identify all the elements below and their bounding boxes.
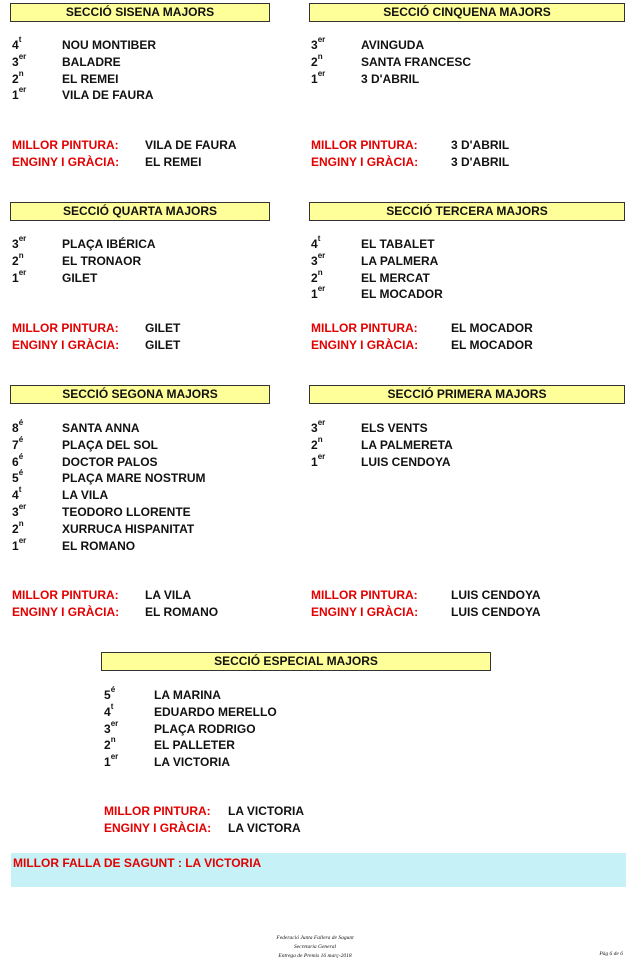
- rank-suffix: n: [110, 735, 116, 745]
- award-label: ENGINY I GRÀCIA:: [12, 605, 120, 619]
- rank-position: [12, 418, 62, 436]
- award-label: ENGINY I GRÀCIA:: [311, 338, 419, 352]
- award-label: MILLOR PINTURA:: [311, 321, 418, 335]
- ranking-row: [12, 35, 156, 53]
- ranking-row: [12, 451, 158, 470]
- section-header: SECCIÓ CINQUENA MAJORS: [309, 3, 625, 22]
- rank-position: [12, 85, 62, 103]
- falla-name: EL REMEI: [62, 71, 119, 86]
- rank-suffix: er: [317, 35, 326, 44]
- best-painting-award: [12, 138, 237, 153]
- award-winner: LA VILA: [145, 588, 192, 602]
- best-painting-award: [104, 804, 304, 819]
- wit-grace-award: [311, 155, 509, 170]
- award-winner: GILET: [145, 321, 181, 335]
- ranking-row: [12, 418, 140, 436]
- ranking-row: [12, 68, 119, 87]
- falla-name: EL PALLETER: [154, 738, 235, 753]
- rank-suffix: é: [110, 685, 116, 694]
- award-winner: LUIS CENDOYA: [451, 588, 541, 602]
- rank-position: [12, 485, 62, 503]
- rank-suffix: t: [110, 701, 114, 711]
- rank-suffix: é: [18, 468, 24, 478]
- ranking-row: [12, 434, 159, 453]
- rank-suffix: t: [18, 35, 22, 44]
- award-winner: 3 D'ABRIL: [451, 155, 510, 169]
- falla-name: EL MOCADOR: [361, 287, 443, 302]
- rank-number: 4: [12, 488, 19, 503]
- award-label: MILLOR PINTURA:: [311, 588, 418, 602]
- rank-position: [104, 685, 154, 703]
- ranking-row: [104, 752, 231, 770]
- ranking-row: [12, 535, 136, 554]
- rank-number: 1: [12, 538, 19, 553]
- falla-name: TEODORO LLORENTE: [62, 505, 191, 519]
- rank-position: [12, 434, 62, 453]
- falla-name: PLAÇA DEL SOL: [62, 437, 159, 452]
- rank-position: [12, 518, 62, 537]
- rank-position: [311, 234, 361, 252]
- rank-position: [12, 502, 62, 520]
- ranking-row: [104, 685, 221, 703]
- falla-name: LA PALMERA: [361, 253, 439, 268]
- rank-position: [311, 451, 361, 470]
- ranking-row: [311, 284, 443, 302]
- rank-suffix: n: [18, 68, 24, 78]
- rank-number: 2: [311, 54, 318, 69]
- falla-name: LA PALMERETA: [361, 437, 453, 452]
- rank-position: [311, 68, 361, 87]
- ranking-row: [12, 502, 191, 520]
- ranking-row: [311, 68, 420, 87]
- award-winner: GILET: [145, 338, 181, 352]
- award-winner: LA VICTORIA: [228, 804, 305, 818]
- rank-number: 2: [12, 71, 19, 86]
- ranking-row: [311, 451, 451, 470]
- award-label: MILLOR PINTURA:: [311, 138, 418, 152]
- best-painting-award: [311, 138, 509, 153]
- rank-suffix: é: [18, 434, 24, 444]
- rank-number: 3: [311, 38, 318, 52]
- rank-suffix: n: [18, 518, 24, 528]
- falla-name: EL MERCAT: [361, 270, 430, 285]
- falla-name: SANTA ANNA: [62, 421, 140, 435]
- wit-grace-award: [311, 605, 541, 620]
- award-label: ENGINY I GRÀCIA:: [12, 155, 120, 169]
- falla-name: GILET: [62, 270, 98, 285]
- ranking-row: [104, 701, 277, 720]
- award-winner: EL MOCADOR: [451, 338, 533, 352]
- ranking-row: [311, 434, 453, 453]
- wit-grace-award: [104, 821, 301, 836]
- rank-number: 8: [12, 421, 19, 435]
- award-winner: LA VICTORA: [228, 821, 301, 835]
- award-winner: 3 D'ABRIL: [451, 138, 510, 152]
- rank-suffix: t: [317, 234, 321, 243]
- footer-dept: Secretaria General: [293, 944, 337, 950]
- falla-name: PLAÇA IBÉRICA: [62, 237, 156, 251]
- ranking-row: [311, 418, 428, 436]
- ranking-row: [311, 35, 425, 53]
- section-header: SECCIÓ PRIMERA MAJORS: [309, 385, 625, 404]
- rank-position: [311, 434, 361, 453]
- rank-position: [311, 418, 361, 436]
- award-label: ENGINY I GRÀCIA:: [104, 821, 212, 835]
- award-label: MILLOR PINTURA:: [104, 804, 211, 818]
- rank-number: 3: [311, 421, 318, 435]
- best-painting-award: [12, 588, 191, 603]
- rank-position: [12, 35, 62, 53]
- rank-suffix: er: [18, 535, 27, 545]
- rank-number: 3: [12, 237, 19, 251]
- rank-suffix: er: [18, 267, 27, 277]
- falla-name: EL ROMANO: [62, 538, 136, 553]
- section-header: SECCIÓ QUARTA MAJORS: [10, 202, 270, 221]
- award-winner: EL ROMANO: [145, 605, 219, 619]
- falla-name: XURRUCA HISPANITAT: [62, 521, 195, 536]
- rank-number: 3: [104, 721, 111, 736]
- rank-number: 3: [311, 253, 318, 268]
- award-winner: VILA DE FAURA: [145, 138, 237, 152]
- award-label: ENGINY I GRÀCIA:: [311, 605, 419, 619]
- section-header: SECCIÓ SISENA MAJORS: [10, 3, 270, 22]
- rank-suffix: er: [18, 234, 27, 243]
- rank-suffix: er: [110, 718, 119, 728]
- award-label: MILLOR PINTURA:: [12, 321, 119, 335]
- ranking-row: [311, 51, 471, 70]
- rank-suffix: é: [18, 451, 24, 461]
- footer-org: Federació Junta Fallera de Sagunt: [276, 935, 354, 941]
- wit-grace-award: [311, 338, 533, 353]
- award-label: ENGINY I GRÀCIA:: [12, 338, 120, 352]
- rank-number: 2: [311, 437, 318, 452]
- rank-number: 4: [12, 38, 19, 52]
- ranking-row: [12, 250, 142, 269]
- wit-grace-award: [12, 155, 201, 170]
- rank-number: 1: [311, 71, 318, 86]
- ranking-row: [12, 51, 121, 70]
- footer: [230, 934, 400, 961]
- wit-grace-award: [12, 605, 218, 620]
- falla-name: SANTA FRANCESC: [361, 54, 471, 69]
- page-number: Pàg 6 de 6: [599, 951, 623, 957]
- rank-suffix: n: [317, 51, 323, 61]
- rank-position: [311, 284, 361, 302]
- rank-position: [12, 234, 62, 252]
- falla-name: NOU MONTIBER: [62, 38, 156, 52]
- rank-position: [104, 752, 154, 770]
- best-falla-banner: MILLOR FALLA DE SAGUNT : LA VICTORIA: [11, 853, 626, 887]
- ranking-row: [104, 735, 235, 753]
- rank-position: [104, 701, 154, 720]
- ranking-row: [12, 485, 109, 503]
- falla-name: EL TRONAOR: [62, 253, 142, 268]
- wit-grace-award: [12, 338, 180, 353]
- rank-suffix: er: [18, 51, 27, 61]
- rank-suffix: er: [317, 250, 326, 260]
- rank-number: 3: [12, 54, 19, 69]
- rank-position: [311, 250, 361, 269]
- award-label: ENGINY I GRÀCIA:: [311, 155, 419, 169]
- ranking-row: [12, 468, 206, 486]
- falla-name: LA VILA: [62, 488, 109, 503]
- rank-position: [12, 535, 62, 554]
- ranking-row: [311, 267, 430, 286]
- best-painting-award: [12, 321, 180, 336]
- falla-name: PLAÇA MARE NOSTRUM: [62, 471, 206, 486]
- rank-number: 4: [104, 704, 111, 719]
- award-winner: LUIS CENDOYA: [451, 605, 541, 619]
- falla-name: PLAÇA RODRIGO: [154, 721, 256, 736]
- rank-suffix: t: [18, 485, 22, 495]
- falla-name: LUIS CENDOYA: [361, 454, 451, 469]
- rank-number: 2: [12, 521, 19, 536]
- rank-suffix: n: [18, 250, 24, 260]
- section-header: SECCIÓ SEGONA MAJORS: [10, 385, 270, 404]
- rank-suffix: er: [18, 85, 27, 95]
- award-winner: EL MOCADOR: [451, 321, 533, 335]
- rank-number: 5: [104, 688, 111, 702]
- rank-suffix: er: [317, 451, 326, 461]
- rank-number: 1: [104, 755, 111, 770]
- falla-name: BALADRE: [62, 54, 121, 69]
- falla-name: VILA DE FAURA: [62, 88, 154, 103]
- footer-event: Entrega de Premis 16 març-2018: [278, 953, 352, 959]
- rank-position: [311, 51, 361, 70]
- rank-number: 2: [104, 738, 111, 753]
- ranking-row: [12, 234, 156, 252]
- rank-number: 1: [311, 287, 318, 302]
- section-header: SECCIÓ TERCERA MAJORS: [309, 202, 625, 221]
- rank-number: 1: [12, 270, 19, 285]
- award-winner: EL REMEI: [145, 155, 202, 169]
- falla-name: EL TABALET: [361, 237, 435, 251]
- award-label: MILLOR PINTURA:: [12, 588, 119, 602]
- falla-name: EDUARDO MERELLO: [154, 704, 277, 719]
- ranking-row: [12, 85, 154, 103]
- rank-position: [12, 250, 62, 269]
- rank-number: 4: [311, 237, 318, 251]
- ranking-row: [12, 518, 195, 537]
- rank-suffix: er: [18, 502, 27, 511]
- rank-number: 1: [311, 454, 318, 469]
- ranking-row: [104, 718, 256, 737]
- rank-suffix: er: [110, 752, 119, 762]
- rank-number: 5: [12, 471, 19, 486]
- rank-suffix: n: [317, 434, 323, 444]
- section-header: SECCIÓ ESPECIAL MAJORS: [101, 652, 491, 671]
- falla-name: LA VICTORIA: [154, 755, 231, 770]
- falla-name: AVINGUDA: [361, 38, 425, 52]
- ranking-row: [311, 250, 439, 269]
- rank-position: [12, 51, 62, 70]
- ranking-row: [12, 267, 98, 286]
- best-painting-award: [311, 588, 541, 603]
- rank-number: 3: [12, 505, 19, 519]
- rank-suffix: er: [317, 418, 326, 427]
- best-painting-award: [311, 321, 533, 336]
- falla-name: LA MARINA: [154, 688, 221, 702]
- rank-number: 7: [12, 437, 19, 452]
- rank-number: 2: [12, 253, 19, 268]
- rank-suffix: er: [317, 284, 326, 294]
- rank-position: [12, 267, 62, 286]
- falla-name: ELS VENTS: [361, 421, 428, 435]
- rank-suffix: é: [18, 418, 24, 427]
- rank-suffix: er: [317, 68, 326, 78]
- falla-name: 3 D'ABRIL: [361, 71, 420, 86]
- falla-name: DOCTOR PALOS: [62, 454, 158, 469]
- rank-number: 6: [12, 454, 19, 469]
- ranking-row: [311, 234, 435, 252]
- rank-suffix: n: [317, 267, 323, 277]
- rank-number: 1: [12, 88, 19, 103]
- rank-position: [311, 35, 361, 53]
- award-label: MILLOR PINTURA:: [12, 138, 119, 152]
- rank-number: 2: [311, 270, 318, 285]
